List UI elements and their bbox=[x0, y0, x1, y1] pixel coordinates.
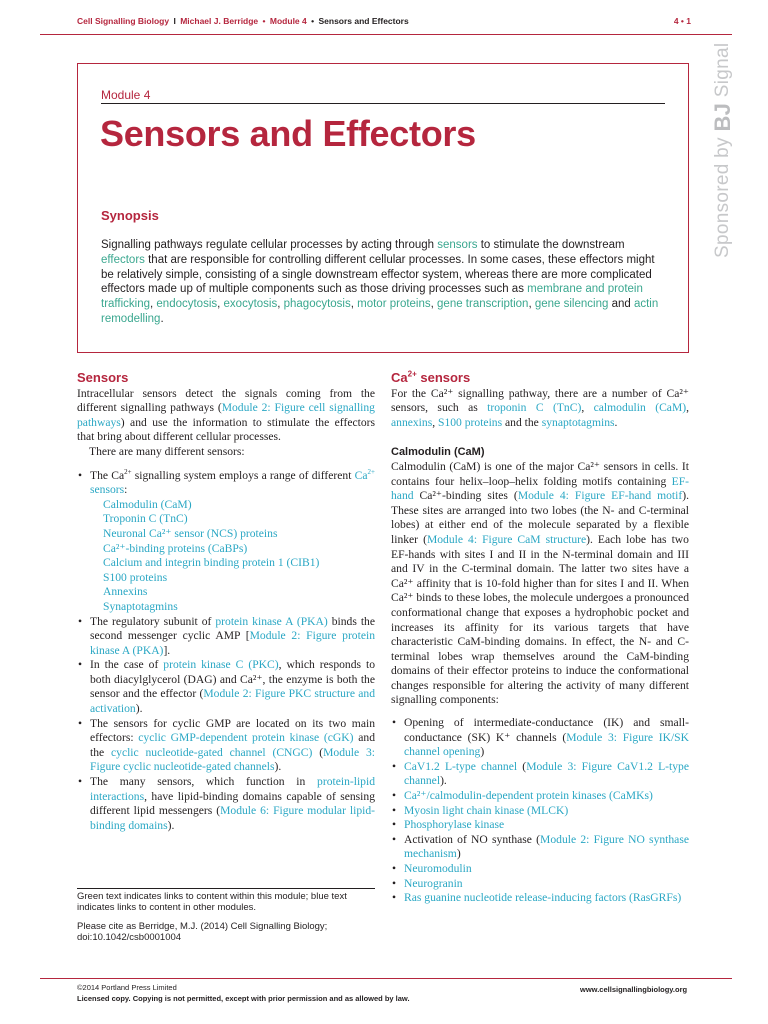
text-link[interactable]: endocytosis bbox=[156, 298, 218, 311]
page-title: Sensors and Effectors bbox=[100, 113, 476, 154]
list-item: • In the case of protein kinase C (PKC), which responds to both diacylglycerol (DAG) and Ca²⁺, the enzyme is both the sensor and the effector (Module 2: Figure PKC structure and activation). bbox=[77, 658, 375, 716]
text-link[interactable]: actin remodelling bbox=[101, 298, 659, 325]
text-link[interactable]: phagocytosis bbox=[283, 298, 351, 311]
text-link[interactable]: S100 proteins bbox=[438, 415, 503, 429]
sponsor-suffix: Signal bbox=[712, 42, 733, 98]
header-bullet: • bbox=[311, 16, 315, 26]
journal-name: Cell Signalling Biology bbox=[77, 16, 170, 26]
sensor-link[interactable]: Annexins bbox=[103, 585, 148, 599]
ca-sensor-list bbox=[90, 498, 375, 615]
link-color-note: Green text indicates links to content within this module; blue text indicates links to content in other modules. bbox=[77, 891, 347, 914]
right-column bbox=[391, 371, 689, 906]
page-number: 4 • 1 bbox=[673, 16, 691, 26]
text-link[interactable]: protein kinase A (PKA) bbox=[215, 614, 328, 628]
sensor-link[interactable]: S100 proteins bbox=[103, 570, 168, 584]
text-link[interactable]: gene silencing bbox=[534, 298, 609, 311]
list-item bbox=[391, 818, 689, 833]
sponsor-logo: BJ bbox=[710, 102, 735, 132]
text-link[interactable]: Phosphorylase kinase bbox=[404, 818, 505, 832]
text-link[interactable]: Module 2: Figure cell signalling pathways bbox=[77, 401, 375, 429]
list-item bbox=[391, 877, 689, 892]
text-link[interactable]: Ras guanine nucleotide release-inducing factors (RasGRFs) bbox=[404, 891, 682, 905]
sensors-intro: Intracellular sensors detect the signals coming from the different signalling pathways (Module 2: Figure cell signalling pathways) and use the information to stimulate the effectors that bring about different cellular processes. bbox=[77, 386, 375, 444]
header-separator: I bbox=[173, 16, 176, 26]
text-link[interactable]: gene transcription bbox=[437, 298, 529, 311]
list-item: • The many sensors, which function in protein-lipid interactions, have lipid-binding domains capable of sensing different lipid messengers (Module 6: Figure modular lipid-binding domains). bbox=[77, 775, 375, 833]
text-link[interactable]: Neurogranin bbox=[404, 876, 463, 890]
text-link[interactable]: Module 4: Figure EF-hand motif bbox=[517, 489, 683, 503]
section-name: Sensors and Effectors bbox=[318, 16, 409, 26]
text-link[interactable]: Ca²⁺/calmodulin-dependent protein kinases (CaMKs) bbox=[404, 789, 653, 803]
sponsor-prefix: Sponsored by bbox=[712, 137, 733, 258]
list-item bbox=[391, 862, 689, 877]
citation: Please cite as Berridge, M.J. (2014) Cell Signalling Biology; doi:10.1042/csb0001004 bbox=[77, 921, 328, 944]
text-link[interactable]: protein-lipid interactions bbox=[90, 775, 375, 803]
text-link[interactable]: CaV1.2 L-type channel bbox=[404, 759, 518, 773]
text-link[interactable]: Module 6: Figure modular lipid-binding domains bbox=[90, 804, 375, 832]
list-item: • The $Ca^{2+}$ signalling system employs a range of different $Ca^{2+}$ sensors: Calmodulin (CaM) Troponin C (TnC) Neuronal Ca²⁺ sensor (NCS) proteins Ca²⁺-binding proteins (CaBPs) Calcium and integrin binding protein 1 (CIB1) S100 proteins Annexins Synaptotagmins bbox=[77, 469, 375, 615]
text-link[interactable]: Module 2: Figure protein kinase A (PKA) bbox=[90, 629, 375, 657]
text-link[interactable]: Module 3: Figure CaV1.2 L-type channel bbox=[404, 759, 689, 788]
text-link[interactable]: protein kinase C (PKC) bbox=[163, 658, 279, 672]
list-item: • Opening of intermediate-conductance (IK) and small-conductance (SK) K⁺ channels (Module 3: Figure IK/SK channel opening) bbox=[391, 716, 689, 760]
ca-sensors-intro: For the Ca²⁺ signalling pathway, there are a number of Ca²⁺ sensors, such as troponin C (TnC), calmodulin (CaM), annexins, S100 proteins and the synaptotagmins. bbox=[391, 386, 690, 429]
text-link[interactable]: troponin C (TnC) bbox=[487, 401, 582, 415]
ca-sensors-link[interactable]: $Ca^{2+}$ sensors bbox=[90, 467, 375, 497]
text-link[interactable]: motor proteins bbox=[357, 298, 431, 311]
text-link[interactable]: annexins bbox=[391, 415, 433, 429]
license-notice: Licensed copy. Copying is not permitted, except with prior permission and as allowed by law. bbox=[77, 994, 410, 1003]
sensors-intro-2: There are many different sensors: bbox=[89, 444, 245, 458]
list-item bbox=[391, 789, 689, 804]
sensor-link[interactable]: Neuronal Ca²⁺ sensor (NCS) proteins bbox=[103, 526, 278, 540]
module-name: Module 4 bbox=[269, 16, 307, 26]
text-link[interactable]: exocytosis bbox=[223, 298, 278, 311]
text-link[interactable]: Module 3: Figure cyclic nucleotide-gated channels bbox=[90, 745, 376, 774]
section-heading-ca-sensors: $Ca^{2+}$ sensors bbox=[391, 369, 471, 385]
text-link[interactable]: Module 3: Figure IK/SK channel opening bbox=[404, 730, 689, 759]
synopsis-heading: Synopsis bbox=[101, 208, 159, 223]
text-link[interactable]: Module 4: Figure CaM structure bbox=[426, 532, 587, 546]
website-url: www.cellsignallingbiology.org bbox=[580, 985, 688, 994]
text-link[interactable]: Module 2: Figure NO synthase mechanism bbox=[404, 832, 689, 861]
header-rule bbox=[40, 34, 732, 35]
author-name: Michael J. Berridge bbox=[180, 16, 259, 26]
synopsis-text: Signalling pathways regulate cellular processes by acting through sensors to stimulate the downstream effectors that are responsible for controlling different cellular processes. In some cases, these effectors might be relatively simple, consisting of a single downstream effector system, whereas there are more complicated effectors made up of multiple components such as those driving processes such as membrane and protein trafficking, endocytosis, exocytosis, phagocytosis, motor proteins, gene transcription, gene silencing and actin remodelling. bbox=[101, 239, 659, 325]
text-link[interactable]: cyclic GMP-dependent protein kinase (cGK) bbox=[138, 731, 354, 745]
footer-rule bbox=[40, 978, 732, 979]
subsection-heading-calmodulin: Calmodulin (CaM) bbox=[391, 446, 485, 459]
section-heading-sensors: Sensors bbox=[77, 370, 129, 385]
sensor-link[interactable]: Troponin C (TnC) bbox=[103, 512, 188, 526]
calmodulin-targets-list bbox=[391, 716, 689, 906]
sensors-bullet-list bbox=[77, 469, 375, 834]
list-item: • The regulatory subunit of protein kinase A (PKA) binds the second messenger cyclic AMP [Module 2: Figure protein kinase A (PKA)]. bbox=[77, 615, 375, 659]
text-link[interactable]: sensors bbox=[437, 239, 478, 251]
calmodulin-text: Calmodulin (CaM) is one of the major Ca²⁺ sensors in cells. It contains four helix–loop–helix folding motifs containing EF-hand Ca²⁺-binding sites (Module 4: Figure EF-hand motif). These sites are arranged into two lobes (the N- and C-terminal lobes) at either end of the molecule separated by a flexible linker (Module 4: Figure CaM structure). Each lobe has two EF-hands with sites I and II in the N-terminal domain and III and IV in the C-terminal domain. The latter two sites have a Ca²⁺ affinity that is 10-fold higher than for sites I and II. When Ca²⁺ binds to these lobes, the molecule undergoes a pronounced conformational change that exposes a hydrophobic pocket and increases its affinity for its various targets that have characteristic CaM-binding domains. In effect, the N- and C-terminal lobes wrap themselves around the CaM-binding domains of their effector proteins to induce the conformational changes responsible for altering the activity of many different signalling components: bbox=[391, 459, 689, 707]
list-item bbox=[391, 804, 689, 819]
text-link[interactable]: membrane and protein trafficking bbox=[101, 283, 643, 311]
header-bullet: • bbox=[262, 16, 266, 26]
sensor-link[interactable]: Calmodulin (CaM) bbox=[103, 497, 192, 511]
text-link[interactable]: Myosin light chain kinase (MLCK) bbox=[404, 803, 569, 817]
text-link[interactable]: synaptotagmins bbox=[541, 415, 615, 429]
sponsor-banner bbox=[706, 42, 735, 258]
list-item: • CaV1.2 L-type channel (Module 3: Figure CaV1.2 L-type channel). bbox=[391, 760, 689, 789]
sensor-link[interactable]: Calcium and integrin binding protein 1 (CIB1) bbox=[103, 556, 320, 570]
sensor-link[interactable]: Synaptotagmins bbox=[103, 599, 178, 613]
copyright: ©2014 Portland Press Limited bbox=[77, 983, 177, 992]
list-item: • The sensors for cyclic GMP are located on its two main effectors: cyclic GMP-dependent protein kinase (cGK) and the cyclic nucleotide-gated channel (CNGC) (Module 3: Figure cyclic nucleotide-gated channels). bbox=[77, 717, 375, 775]
text-link[interactable]: EF-hand bbox=[391, 474, 689, 503]
list-item: • Activation of NO synthase (Module 2: Figure NO synthase mechanism) bbox=[391, 833, 689, 862]
text-link[interactable]: Neuromodulin bbox=[404, 862, 472, 875]
module-label: Module 4 bbox=[101, 88, 151, 102]
running-header bbox=[77, 16, 691, 30]
footnote-rule bbox=[77, 888, 375, 889]
text-link[interactable]: effectors bbox=[101, 253, 145, 266]
text-link[interactable]: calmodulin (CaM) bbox=[593, 401, 687, 415]
sensor-link[interactable]: Ca²⁺-binding proteins (CaBPs) bbox=[103, 541, 248, 555]
title-rule bbox=[101, 103, 665, 104]
list-item bbox=[391, 891, 689, 906]
text-link[interactable]: Module 2: Figure PKC structure and activation bbox=[90, 687, 375, 716]
text-link[interactable]: cyclic nucleotide-gated channel (CNGC) bbox=[111, 745, 313, 759]
left-column bbox=[77, 371, 375, 833]
